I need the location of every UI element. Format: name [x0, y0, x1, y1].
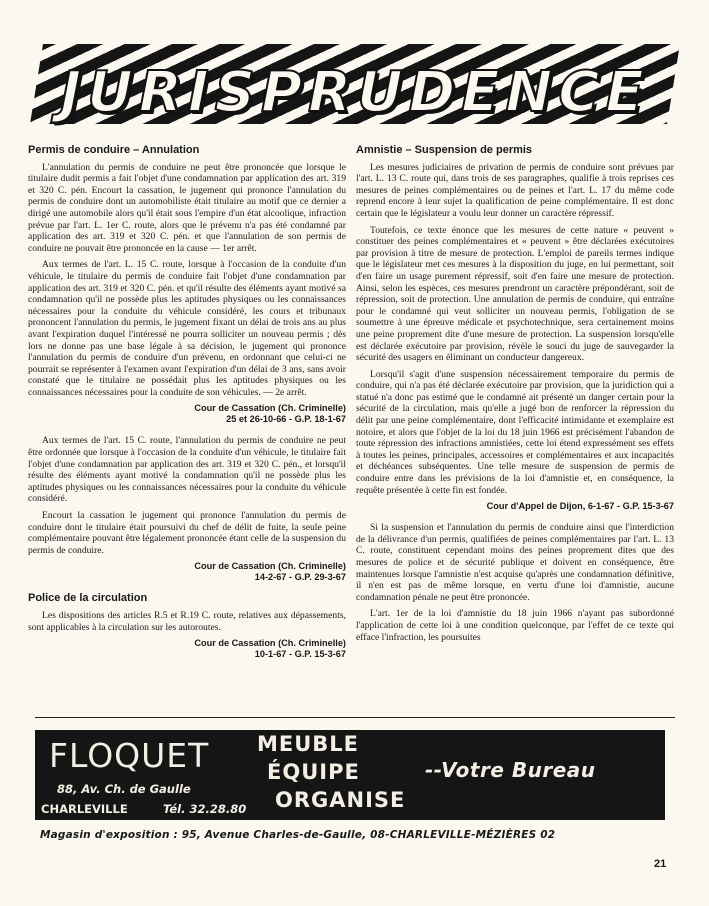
section-heading: Police de la circulation [28, 592, 148, 605]
advertisement [35, 730, 665, 820]
right-column [356, 140, 674, 648]
ad-word-organise: ORGANISE [275, 788, 406, 812]
paragraph: Aux termes de l'art. L. 15 C. route, lorsque à l'occasion de la conduite d'un véhicule, le titulaire du permis de conduire fait l'objet d'une condamnation par application des art. 319 et 320 C. pén. et qu'il résulte des éléments ayant motivé sa condamnation qu'il ne possède plus les aptitudes physiques ou les connaissances nécessaires pour la conduite du véhicule considéré, les cours et tribunaux prononcent l'annulation du permis, le jugement fixant un délai de trois ans au plus avant l'expiration duquel l'intéressé ne pourra solliciter un nouveau permis ; dès lors ne donne pas une base légale à sa décision, le jugement qui prononce l'annulation du permis de conduire d'un prévenu, en ordonnant que celui-ci ne pourrait se représenter à l'examen avant l'expiration d'un délai de 3 ans, sans avoir constaté que le titulaire ne possédait plus les aptitudes physiques ou les connaissances nécessaires pour la conduite de son véhicules. — 2e arrêt. [28, 259, 346, 398]
left-column [28, 140, 346, 670]
citation-court: Cour de Cassation (Ch. Criminelle) [194, 638, 346, 649]
ad-phone: Tél. 32.28.80 [163, 802, 247, 816]
paragraph: L'annulation du permis de conduire ne peut être prononcée que lorsque le titulaire dudit permis a fait l'objet d'une condamnation par application des art. 319 et 320 C. pén. Encourt la cassation, le jugement qui prononce l'annulation du permis de conduire dont un automobiliste était titulaire au motif que ce dernier a dirigé une automobile alors qu'il était sous l'empire d'un état alcoolique, infraction prévue par l'art. L. 1er C. route, alors que le prévenu n'a pas été condamné par application des art. 319 et 320 C. pén. et que l'annulation de son permis de conduire ne pouvait être prononcée en la cause — 1er arrêt. [28, 161, 346, 254]
ad-word-meuble: MEUBLE [257, 732, 360, 756]
ad-city: CHARLEVILLE [41, 802, 128, 816]
citation [356, 501, 674, 512]
citation-ref: Cour d'Appel de Dijon, 6-1-67 - G.P. 15-3-67 [486, 501, 674, 512]
page-title: JURISPRUDENCE [60, 59, 650, 125]
ad-word-equipe: ÉQUIPE [267, 760, 360, 784]
paragraph: Si la suspension et l'annulation du permis de conduire ainsi que l'interdiction de la délivrance d'un permis, qualifiées de peines complémentaires par l'art. L. 13 C. route, constituent cependant moins des peines proprement dites que des mesures de police et de sécurité publique et doivent en conséquence, être maintenues lorsque l'amnistie n'est acquise qu'après une condamnation définitive, il n'en est pas de même lorsque, en vertu d'une loi d'amnistie, aucune condamnation pénale ne peut être prononcée. [356, 522, 674, 603]
citation-court: Cour de Cassation (Ch. Criminelle) [194, 561, 346, 572]
citation [28, 638, 346, 660]
citation-ref: 14-2-67 - G.P. 29-3-67 [254, 572, 346, 583]
section-heading: Permis de conduire – Annulation [28, 144, 200, 156]
citation-court: Cour de Cassation (Ch. Criminelle) [194, 403, 346, 414]
citation [28, 561, 346, 583]
citation-ref: 10-1-67 - G.P. 15-3-67 [254, 649, 346, 660]
paragraph: Encourt la cassation le jugement qui prononce l'annulation du permis de conduire dont le titulaire était poursuivi du chef de délit de fuite, la seule peine complémentaire pouvant être légalement prononcée étant celle de la suspension du permis de conduire. [28, 510, 346, 556]
ad-brand: FLOQUET [49, 736, 210, 775]
paragraph: Lorsqu'il s'agit d'une suspension nécessairement temporaire du permis de conduire, qui n'a pas été déclarée exécutoire par provision, que la juridiction qui a statué n'a donc pas estimé que le condamné ait présenté un danger certain pour la sécurité de la circulation, mais qu'elle a jugé bon de renforcer la répression du délit par une peine complémentaire, dont l'efficacité intimidante et exemplaire est notoire, et alors que l'objet de la loi du 18 juin 1966 est précisément l'abandon de toute répression des infractions amnistiées, cette loi étend expressément ses effets à toutes les peines, principales, accessoires et complémentaires et aux incapacités et déchéances subséquentes. Une telle mesure de suspension de permis de conduire entre dans les prévisions de la loi d'amnistie et, en conséquence, la requête présentée à cette fin est fondée. [356, 368, 674, 496]
paragraph: Aux termes de l'art. 15 C. route, l'annulation du permis de conduire ne peut être ordonnée que lorsque à l'occasion de la conduite d'un véhicule, le titulaire fait l'objet d'une condamnation par application des art. 319 et 320 C. pén., et lorsqu'il résulte des éléments ayant motivé la condamnation qu'il ne possède plus les aptitudes physiques ou les connaissances nécessaires pour la conduite du véhicule considéré. [28, 435, 346, 505]
citation [28, 403, 346, 425]
paragraph: Toutefois, ce texte énonce que les mesures de cette nature « peuvent » constituer des peines complémentaires et « peuvent » être déclarées exécutoires par provision à titre de mesure de protection. L'emploi de pareils termes indique que le législateur met ces mesures à la disposition du juge, en lui permettant, soit d'en faire un usage purement répressif, soit d'en faire une mesure de protection. Ainsi, selon les espèces, ces mesures prendront un caractère prépondérant, soit de répression, soit de protection. Une annulation de permis de conduire, qui entraîne pour le condamné qui veut solliciter un nouveau permis, l'obligation de se soumettre à une épreuve médicale et psychotechnique, sera certainement moins une peine proprement dite d'une mesure de protection. La suspension lorsqu'elle est déclarée exécutoire par provision, révèle le souci du juge de sauvegarder la sécurité des usagers en éliminant un conducteur dangereux. [356, 224, 674, 364]
section-heading: Amnistie – Suspension de permis [356, 144, 533, 156]
paragraph: L'art. 1er de la loi d'amnistie du 18 juin 1966 n'ayant pas subordonné l'application de cette loi à une condition quelconque, par l'effet de ce texte qui efface l'infraction, les poursuites [356, 608, 674, 643]
paragraph: Les mesures judiciaires de privation de permis de conduire sont prévues par l'art. L. 13 C. route qui, dans trois de ses paragraphes, qualifie à trois reprises ces mesures de peines complémentaires ou de peines et l'art. L. 17 du même code reprend encore à leur sujet la qualification de peine complémentaire. Il est donc certain que le législateur a voulu leur donner un caractère répressif. [356, 161, 674, 219]
divider [35, 717, 675, 718]
ad-slogan: --Votre Bureau [425, 758, 596, 782]
paragraph: Les dispositions des articles R.5 et R.19 C. route, relatives aux dépassements, sont applicables à la circulation sur les autoroutes. [28, 610, 346, 633]
ad-address: 88, Av. Ch. de Gaulle [57, 782, 191, 796]
citation-ref: 25 et 26-10-66 - G.P. 18-1-67 [226, 414, 346, 425]
showroom-address: Magasin d'exposition : 95, Avenue Charles-de-Gaulle, 08-CHARLEVILLE-MÉZIÈRES 02 [40, 829, 556, 841]
page-number: 21 [654, 858, 667, 870]
